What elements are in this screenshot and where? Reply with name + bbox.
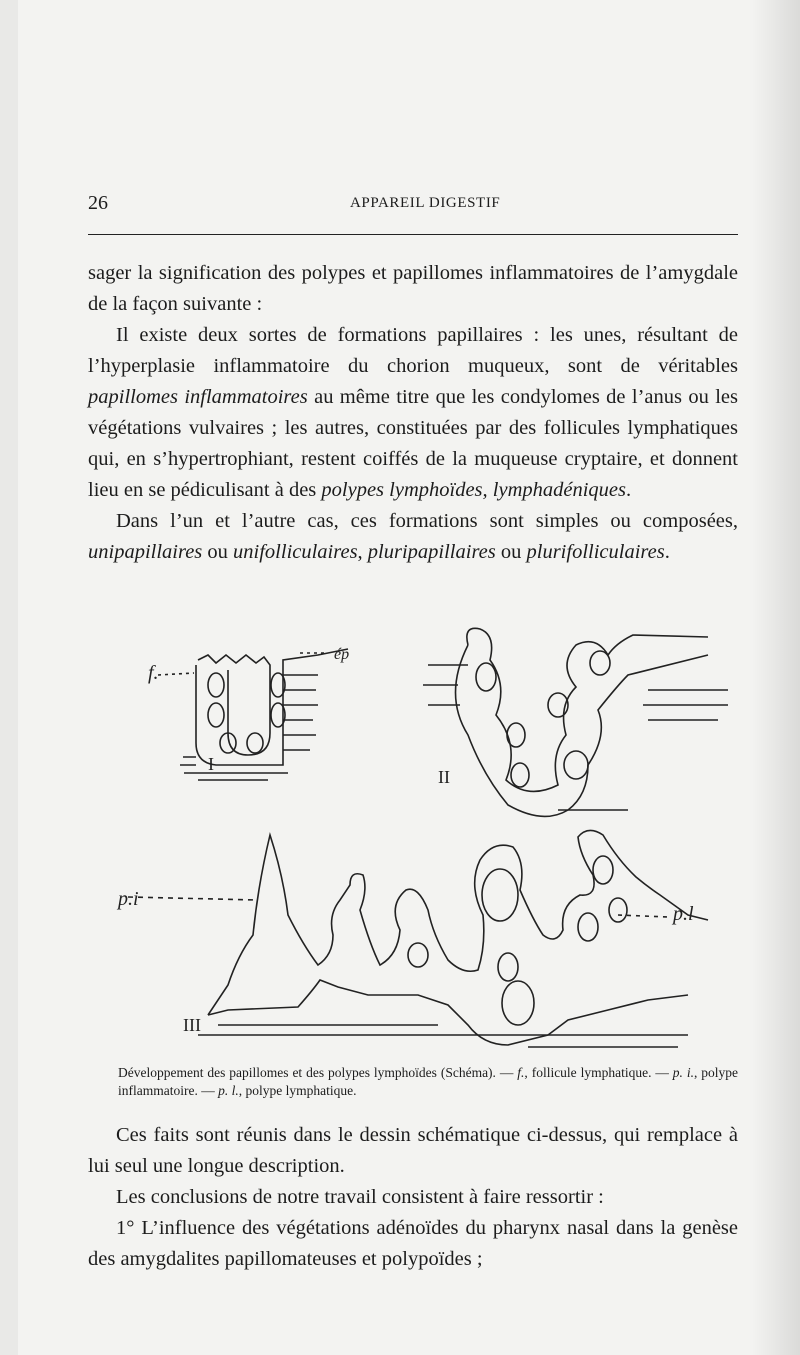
header-rule <box>88 234 738 235</box>
paragraph-5: Les conclusions de notre travail consistent à faire ressortir : <box>116 1186 604 1208</box>
figure-III-drawing <box>128 830 708 1047</box>
schematic-figure <box>88 615 738 1055</box>
figure-drawing <box>88 615 738 1055</box>
figure-caption: Développement des papillomes et des polypes lymphoïdes (Schéma). — f., follicule lymphatique. — p. i., polype inflammatoire. — p. l., polype lymphatique. <box>118 1065 738 1098</box>
label-ep: ép <box>334 646 350 663</box>
label-I: I <box>208 754 214 774</box>
label-III: III <box>183 1015 201 1035</box>
running-head <box>88 192 738 218</box>
running-title: APPAREIL DIGESTIF <box>350 195 501 211</box>
figure-II-drawing <box>423 628 728 816</box>
paragraph-1: sager la signification des polypes et papillomes inflammatoires de l’amygdale de la façon suivante : <box>88 262 738 315</box>
paragraph-4: Ces faits sont réunis dans le dessin schématique ci-dessus, qui remplace à lui seul une longue description. <box>88 1124 738 1177</box>
body-text-top <box>88 258 738 568</box>
page-number: 26 <box>88 192 108 214</box>
figure-I-drawing <box>158 649 348 780</box>
label-f: f. <box>148 662 159 684</box>
label-pi: p.i <box>118 888 139 910</box>
paragraph-2: Il existe deux sortes de formations papillaires : les unes, résultant de l’hyperplasie inflammatoire du chorion muqueux, sont de véritables papillomes inflammatoires au même titre que les condylomes de l’anus ou les végétations vulvaires ; les autres, constituées par des follicules lymphatiques qui, en s’hypertrophiant, restent coiffés de la muqueuse cryptaire, et donnent lieu en se pédiculisant à des polypes lymphoïdes, lymphadéniques. <box>88 324 738 501</box>
paragraph-3: Dans l’un et l’autre cas, ces formations sont simples ou composées, unipapillaires ou unifolliculaires, pluripapillaires ou plurifolliculaires. <box>88 510 738 563</box>
label-pl: p.l <box>673 903 694 925</box>
label-II: II <box>438 767 450 787</box>
paragraph-6: 1° L’influence des végétations adénoïdes du pharynx nasal dans la genèse des amygdalites papillomateuses et polypoïdes ; <box>88 1217 738 1270</box>
page-edge-shadow <box>752 0 800 1355</box>
body-text-bottom <box>88 1120 738 1275</box>
